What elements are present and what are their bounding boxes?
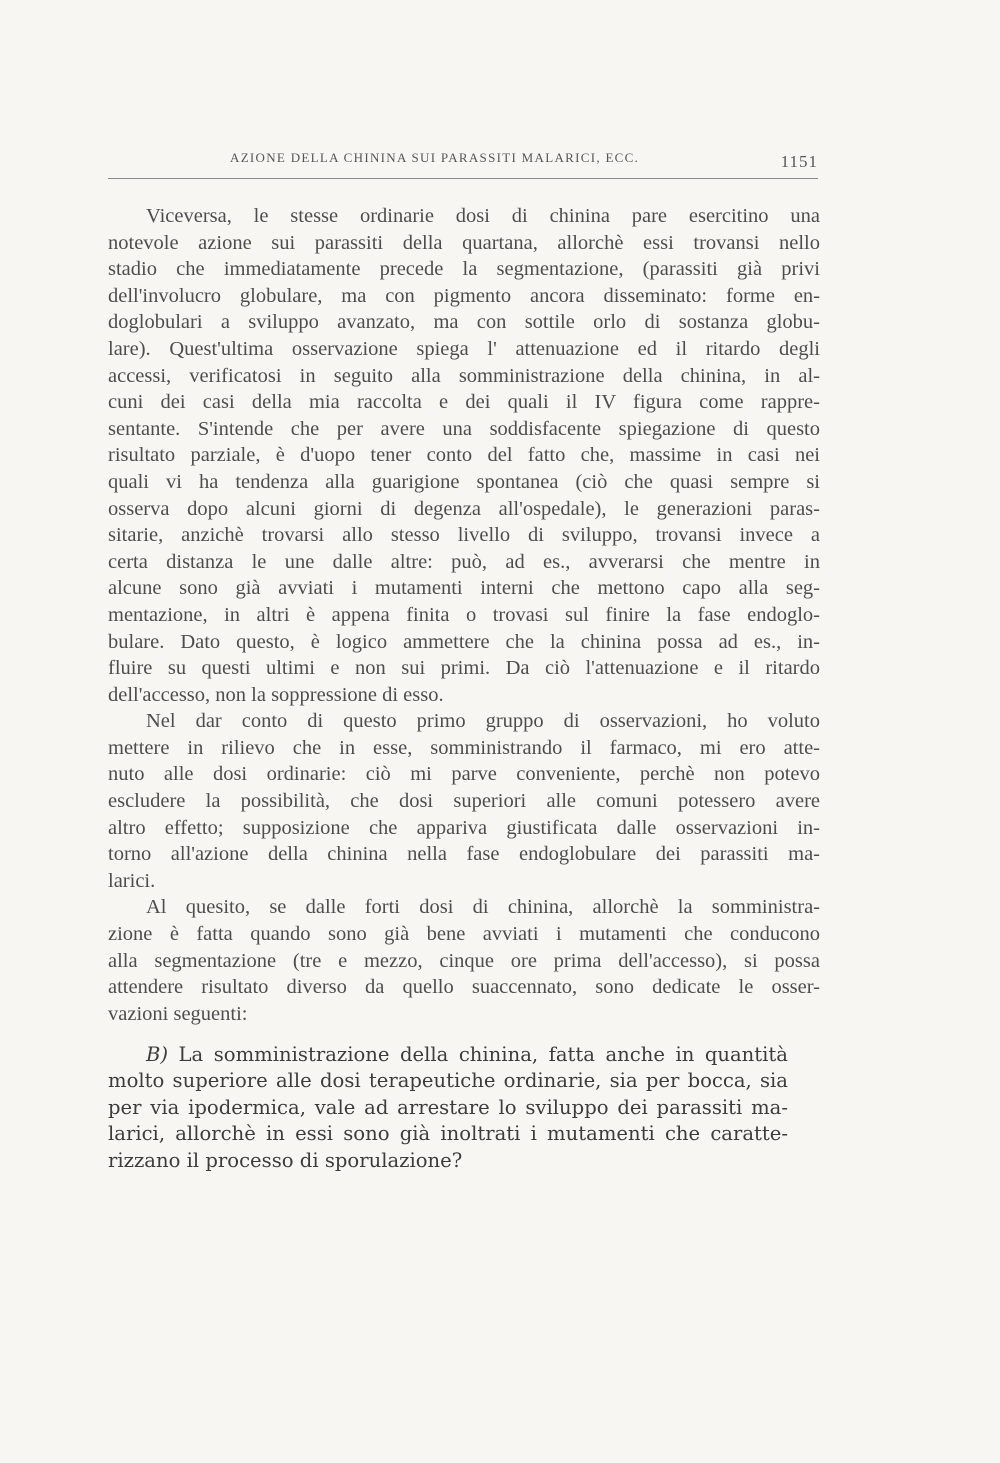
running-title: AZIONE DELLA CHININA SUI PARASSITI MALARICI, ECC. [230,150,640,165]
text-line: attendere risultato diverso da quello suaccennato, sono dedicate le osser- [108,976,820,999]
section-letter: B) [146,1043,169,1066]
question-first-line: La somministrazione della chinina, fatta anche in quantità [178,1043,788,1066]
text-line: risultato parziale, è d'uopo tener conto del fatto che, massime in casi nei [108,444,820,467]
text-line: cuni dei casi della mia raccolta e dei quali il IV figura come rappre- [108,391,820,414]
header-rule [108,178,818,179]
text-line: sitarie, anzichè trovarsi allo stesso livello di sviluppo, trovansi invece a [108,524,820,547]
text-line: escludere la possibilità, che dosi superiori alle comuni potessero avere [108,790,820,813]
question-line: per via ipodermica, vale ad arrestare lo sviluppo dei parassiti ma- [108,1095,788,1119]
text-line: torno all'azione della chinina nella fase endoglobulare dei parassiti ma- [108,843,820,866]
question-line: molto superiore alle dosi terapeutiche ordinarie, sia per bocca, sia [108,1069,788,1093]
question-line: rizzano il processo di sporulazione? [108,1148,463,1172]
running-head [108,150,818,174]
text-line: Viceversa, le stesse ordinarie dosi di chinina pare esercitino una [146,205,820,227]
body-text [108,203,820,1027]
text-line: stadio che immediatamente precede la segmentazione, (parassiti già privi [108,258,820,281]
text-line: dell'involucro globulare, ma con pigmento ancora disseminato: forme en- [108,284,820,307]
text-line: dell'accesso, non la soppressione di esso. [108,683,444,706]
text-line: quali vi ha tendenza alla guarigione spontanea (ciò che quasi sempre si [108,470,820,493]
text-line: Al quesito, se dalle forti dosi di chinina, allorchè la somministra- [146,896,820,919]
text-line: mentazione, in altri è appena finita o trovasi sul finire la fase endoglo- [108,603,820,626]
question-line: larici, allorchè in essi sono già inoltrati i mutamenti che caratte- [108,1122,788,1146]
text-line: altro effetto; supposizione che appariva giustificata dalle osservazioni in- [108,816,820,839]
text-line: alla segmentazione (tre e mezzo, cinque ore prima dell'accesso), si possa [108,949,820,972]
text-line: notevole azione sui parassiti della quartana, allorchè essi trovansi nello [108,231,820,254]
text-line: vazioni seguenti: [108,1002,248,1025]
text-line: lare). Quest'ultima osservazione spiega l' attenuazione ed il ritardo degli [108,337,820,360]
text-line: larici. [108,869,156,892]
text-line: doglobulari a sviluppo avanzato, ma con sottile orlo di sostanza globu- [108,311,820,334]
text-line: bulare. Dato questo, è logico ammettere che la chinina possa ad es., in- [108,630,820,653]
question-line [108,1042,788,1068]
text-line: nuto alle dosi ordinarie: ciò mi parve conveniente, perchè non potevo [108,763,820,786]
text-line: Nel dar conto di questo primo gruppo di osservazioni, ho voluto [146,710,820,733]
text-line: zione è fatta quando sono già bene avviati i mutamenti che conducono [108,923,820,946]
page-number: 1151 [780,152,818,171]
text-line: certa distanza le une dalle altre: può, ad es., avverarsi che mentre in [108,550,820,573]
text-line: osserva dopo alcuni giorni di degenza all'ospedale), le generazioni paras- [108,497,820,520]
text-line: fluire su questi ultimi e non sui primi. Da ciò l'attenuazione e il ritardo [108,657,820,680]
text-line: accessi, verificatosi in seguito alla somministrazione della chinina, in al- [108,364,820,387]
text-line: sentante. S'intende che per avere una soddisfacente spiegazione di questo [108,417,820,440]
section-question-b [108,1042,788,1174]
text-line: alcune sono già avviati i mutamenti interni che mettono capo alla seg- [108,577,820,600]
text-line: mettere in rilievo che in esse, somministrando il farmaco, mi ero atte- [108,736,820,759]
